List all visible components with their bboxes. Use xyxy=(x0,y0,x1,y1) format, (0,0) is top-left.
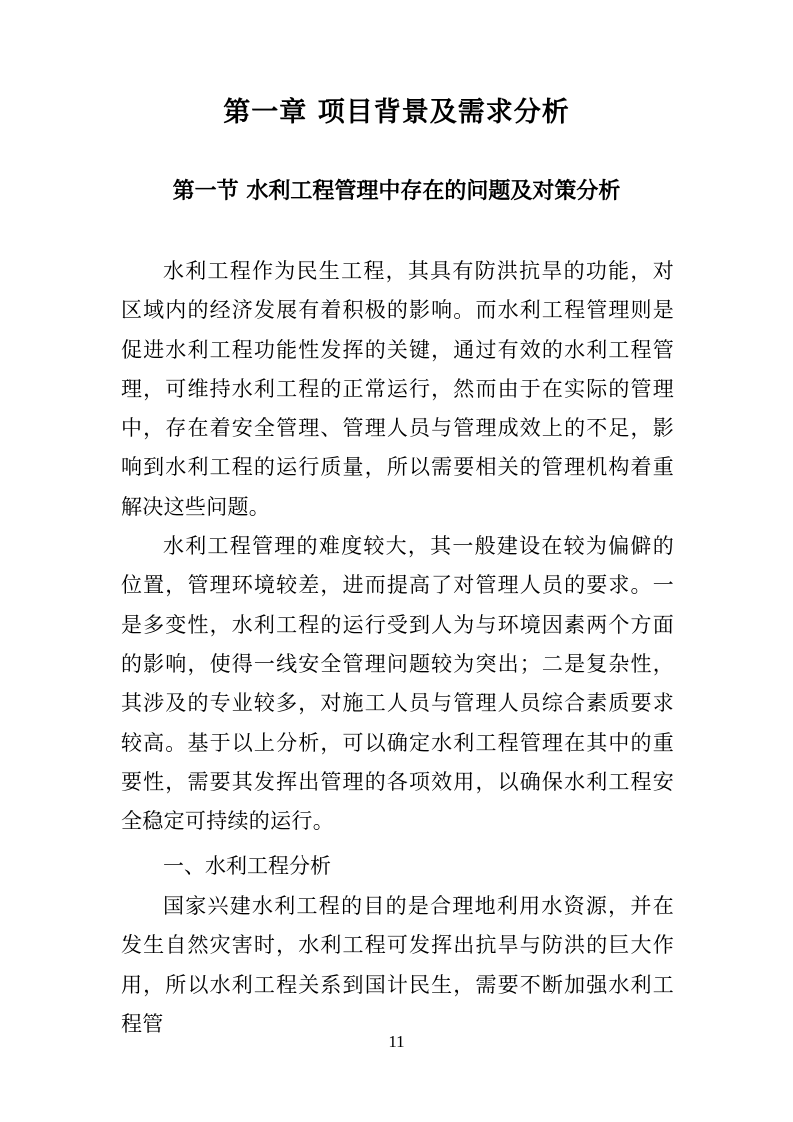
section-title: 第一节 水利工程管理中存在的问题及对策分析 xyxy=(172,179,621,204)
subsection-heading: 一、水利工程分析 xyxy=(163,854,331,878)
paragraph: 水利工程作为民生工程，其具有防洪抗旱的功能，对区域内的经济发展有着积极的影响。而水利工程管理则是促进水利工程功能性发挥的关键，通过有效的水利工程管理，可维持水利工程的正常运行，然而由于在实际的管理中，存在着安全管理、管理人员与管理成效上的不足，影响到水利工程的运行质量，所以需要相关的管理机构着重解决这些问题。 xyxy=(121,259,674,519)
body-text-block xyxy=(121,252,674,841)
page-number: 11 xyxy=(388,1032,405,1051)
paragraph: 国家兴建水利工程的目的是合理地利用水资源，并在发生自然灾害时，水利工程可发挥出抗旱与防洪的巨大作用，所以水利工程关系到国计民生，需要不断加强水利工程管 xyxy=(121,894,674,1036)
paragraph: 水利工程管理的难度较大，其一般建设在较为偏僻的位置，管理环境较差，进而提高了对管理人员的要求。一是多变性，水利工程的运行受到人为与环境因素两个方面的影响，使得一线安全管理问题较为突出；二是复杂性，其涉及的专业较多，对施工人员与管理人员综合素质要求较高。基于以上分析，可以确定水利工程管理在其中的重要性，需要其发挥出管理的各项效用，以确保水利工程安全稳定可持续的运行。 xyxy=(121,534,674,834)
body-text-block xyxy=(121,887,674,1044)
chapter-title: 第一章 项目背景及需求分析 xyxy=(223,97,570,128)
